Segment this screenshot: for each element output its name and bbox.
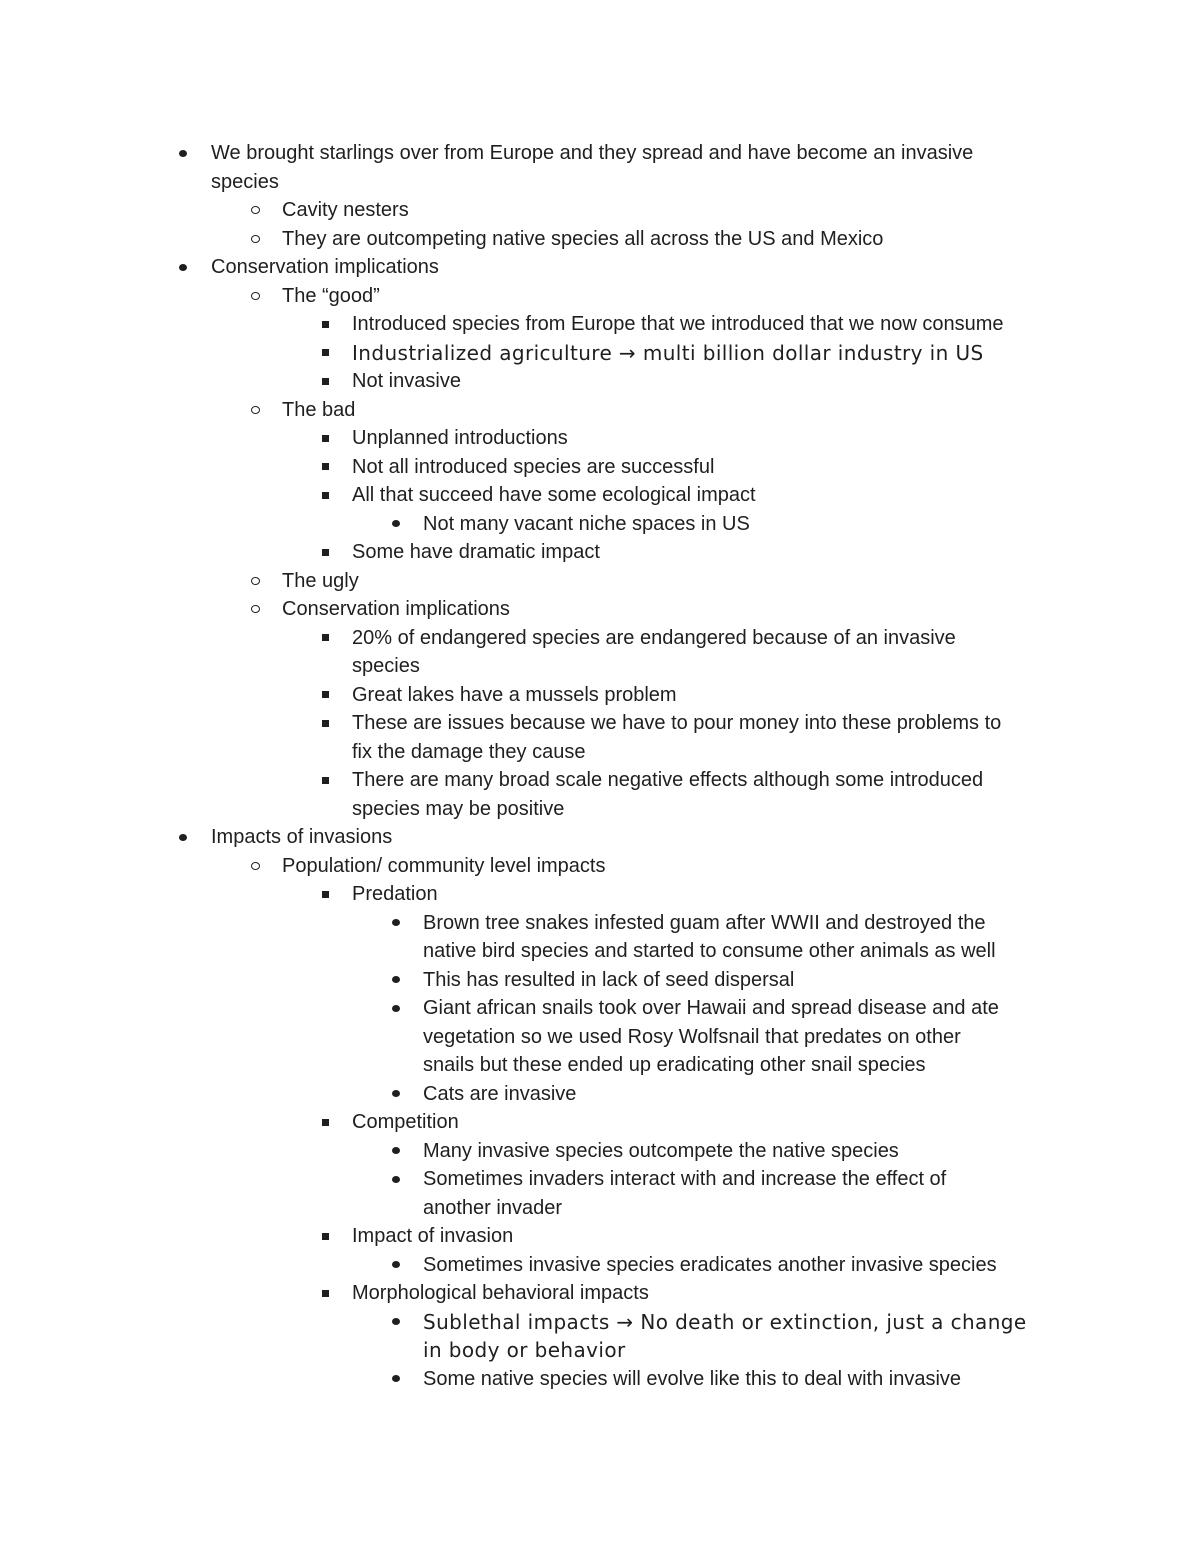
list-item-text: The ugly [282, 569, 359, 592]
list-item-text: Industrialized agriculture → multi billion dollar industry in US [352, 340, 984, 365]
list-item [0, 481, 1200, 510]
disc-bullet-icon [389, 909, 403, 938]
list-item-text: All that succeed have some ecological impact [352, 484, 756, 506]
list-item-text: in body or behavior [423, 1338, 626, 1362]
square-bullet-icon [318, 766, 332, 795]
square-bullet-icon [318, 1279, 332, 1308]
list-item-text: Conservation implications [282, 598, 510, 620]
list-item-text: Not all introduced species are successful [352, 455, 715, 478]
list-item-continuation [0, 738, 1200, 767]
list-item-text: These are issues because we have to pour money into these problems to [352, 712, 1002, 734]
square-bullet-icon [318, 624, 332, 653]
list-item-text: Sometimes invasive species eradicates another invasive species [423, 1253, 997, 1276]
list-item-text: snails but these ended up eradicating other snail species [423, 1054, 926, 1076]
circle-bullet-icon [248, 282, 262, 311]
disc-bullet-icon [389, 1137, 403, 1166]
square-bullet-icon [318, 424, 332, 453]
list-item [0, 1165, 1200, 1194]
list-item-text: Giant african snails took over Hawaii and spread disease and ate [423, 997, 999, 1019]
list-item [0, 852, 1200, 881]
list-item-text: This has resulted in lack of seed dispersal [423, 968, 795, 991]
list-item [0, 709, 1200, 738]
list-item-continuation [0, 1051, 1200, 1080]
list-item [0, 1080, 1200, 1109]
list-item [0, 1279, 1200, 1308]
list-item-text: There are many broad scale negative effects although some introduced [352, 769, 984, 791]
list-item-text: species [211, 170, 279, 193]
list-item-text: The “good” [282, 284, 380, 307]
list-item-text: Cavity nesters [282, 199, 409, 221]
square-bullet-icon [318, 681, 332, 710]
list-item-text: Conservation implications [211, 256, 439, 278]
list-item [0, 880, 1200, 909]
disc-bullet-icon [176, 823, 190, 852]
list-item [0, 681, 1200, 710]
list-item [0, 453, 1200, 482]
list-item [0, 339, 1200, 368]
list-item-text: species [352, 655, 420, 677]
list-item-text: Great lakes have a mussels problem [352, 683, 677, 706]
list-item [0, 1251, 1200, 1280]
list-item [0, 994, 1200, 1023]
list-item-text: Cats are invasive [423, 1082, 577, 1105]
list-item [0, 966, 1200, 995]
square-bullet-icon [318, 367, 332, 396]
list-item-continuation [0, 168, 1200, 197]
list-item-text: Impacts of invasions [211, 826, 393, 848]
circle-bullet-icon [248, 567, 262, 596]
list-item-text: native bird species and started to consume other animals as well [423, 940, 996, 962]
square-bullet-icon [318, 481, 332, 510]
disc-bullet-icon [176, 253, 190, 282]
circle-bullet-icon [248, 595, 262, 624]
square-bullet-icon [318, 453, 332, 482]
disc-bullet-icon [389, 1165, 403, 1194]
list-item-continuation [0, 1194, 1200, 1223]
list-item-text: Morphological behavioral impacts [352, 1282, 649, 1304]
notes-document [0, 139, 1200, 1393]
list-item-text: Brown tree snakes infested guam after WWII and destroyed the [423, 911, 986, 934]
list-item-text: vegetation so we used Rosy Wolfsnail that predates on other [423, 1025, 961, 1048]
list-item [0, 1308, 1200, 1337]
list-item [0, 282, 1200, 311]
disc-bullet-icon [176, 139, 190, 168]
list-item-text: Many invasive species outcompete the native species [423, 1139, 899, 1162]
list-item [0, 510, 1200, 539]
disc-bullet-icon [389, 1365, 403, 1394]
list-item-continuation [0, 937, 1200, 966]
disc-bullet-icon [389, 510, 403, 539]
circle-bullet-icon [248, 852, 262, 881]
list-item-text: Sometimes invaders interact with and increase the effect of [423, 1168, 947, 1190]
list-item-text: fix the damage they cause [352, 740, 586, 763]
list-item [0, 1108, 1200, 1137]
list-item-text: Predation [352, 883, 438, 905]
list-item-text: species may be positive [352, 797, 565, 820]
list-item [0, 1137, 1200, 1166]
list-item [0, 396, 1200, 425]
list-item-text: Competition [352, 1111, 459, 1133]
list-item-continuation [0, 652, 1200, 681]
disc-bullet-icon [389, 1080, 403, 1109]
list-item-text: Population/ community level impacts [282, 854, 606, 877]
list-item [0, 1222, 1200, 1251]
list-item [0, 766, 1200, 795]
list-item [0, 595, 1200, 624]
disc-bullet-icon [389, 1308, 403, 1337]
square-bullet-icon [318, 709, 332, 738]
list-item-text: Not invasive [352, 370, 461, 392]
square-bullet-icon [318, 1222, 332, 1251]
list-item [0, 567, 1200, 596]
list-item-text: Introduced species from Europe that we introduced that we now consume [352, 313, 1004, 335]
list-item [0, 367, 1200, 396]
disc-bullet-icon [389, 966, 403, 995]
list-item-text: Some native species will evolve like this to deal with invasive [423, 1367, 962, 1390]
disc-bullet-icon [389, 1251, 403, 1280]
square-bullet-icon [318, 538, 332, 567]
disc-bullet-icon [389, 994, 403, 1023]
square-bullet-icon [318, 1108, 332, 1137]
list-item-continuation [0, 1023, 1200, 1052]
circle-bullet-icon [248, 396, 262, 425]
list-item [0, 538, 1200, 567]
list-item [0, 823, 1200, 852]
list-item [0, 909, 1200, 938]
list-item [0, 196, 1200, 225]
square-bullet-icon [318, 880, 332, 909]
list-item [0, 253, 1200, 282]
list-item-text: Impact of invasion [352, 1225, 514, 1247]
list-item-text: Not many vacant niche spaces in US [423, 512, 750, 535]
list-item [0, 225, 1200, 254]
list-item-text: 20% of endangered species are endangered because of an invasive [352, 626, 956, 649]
list-item-text: They are outcompeting native species all across the US and Mexico [282, 227, 884, 250]
list-item [0, 424, 1200, 453]
circle-bullet-icon [248, 196, 262, 225]
list-item-text: We brought starlings over from Europe and they spread and have become an invasive [211, 142, 974, 164]
list-item [0, 310, 1200, 339]
list-item-text: The bad [282, 398, 356, 421]
square-bullet-icon [318, 310, 332, 339]
list-item [0, 624, 1200, 653]
list-item-continuation [0, 795, 1200, 824]
list-item-continuation [0, 1336, 1200, 1365]
square-bullet-icon [318, 339, 332, 368]
list-item-text: Unplanned introductions [352, 427, 568, 449]
list-item-text: another invader [423, 1196, 562, 1219]
list-item-text: Sublethal impacts → No death or extinction, just a change [423, 1309, 1027, 1334]
list-item [0, 1365, 1200, 1394]
list-item [0, 139, 1200, 168]
list-item-text: Some have dramatic impact [352, 541, 600, 563]
circle-bullet-icon [248, 225, 262, 254]
